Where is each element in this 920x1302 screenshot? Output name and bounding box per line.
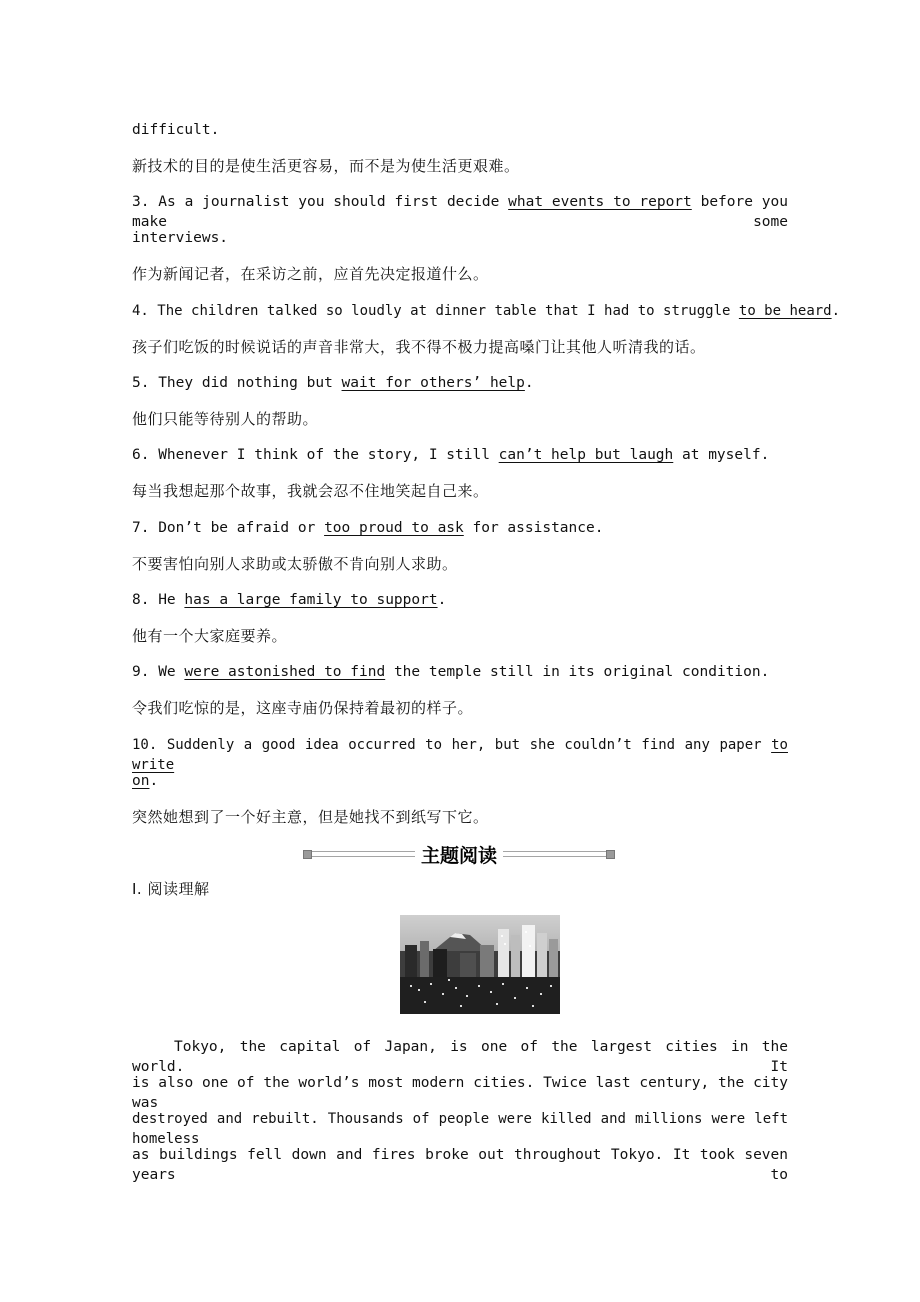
exercise-cont-line <box>132 120 788 140</box>
exercise-3-cont: interviews. <box>132 230 229 246</box>
exercise-8-translation: 他有一个大家庭要养。 <box>132 627 288 645</box>
exercise-6-sentence <box>132 445 788 465</box>
exercise-number: 4. <box>132 303 149 319</box>
exercise-text: He <box>158 592 176 608</box>
passage-line: destroyed and rebuilt. Thousands of people were killed and millions were left homeless <box>132 1111 788 1147</box>
left-divider-ornament <box>303 850 415 859</box>
section-title: 主题阅读 <box>420 844 497 867</box>
exercise-3-translation: 作为新闻记者，在采访之前，应首先决定报道什么。 <box>132 265 489 283</box>
answer-blank: to write <box>132 737 788 773</box>
exercise-10-cont <box>132 771 788 791</box>
exercise-10-translation: 突然她想到了一个好主意，但是她找不到纸写下它。 <box>132 808 489 826</box>
exercise-5-translation: 他们只能等待别人的帮助。 <box>132 410 319 428</box>
exercise-text: Whenever I think of the story, I still <box>158 447 490 463</box>
exercise-6-translation: 每当我想起那个故事，我就会忍不住地笑起自己来。 <box>132 482 489 500</box>
exercise-text: They did nothing but <box>158 375 333 391</box>
exercise-8-sentence <box>132 590 788 610</box>
answer-blank-cont: on <box>132 773 150 789</box>
answer-blank: can’t help but laugh <box>498 447 674 463</box>
answer-blank: to be heard <box>738 303 832 319</box>
exercise-text: The children talked so loudly at dinner table that I had to struggle <box>157 303 731 319</box>
exercise-number: 8. <box>132 592 150 608</box>
answer-blank: too proud to ask <box>324 520 464 536</box>
exercise-7-sentence <box>132 518 788 538</box>
exercise-text: . <box>149 773 159 789</box>
section-header <box>300 842 618 866</box>
exercise-3-sentence <box>132 192 788 232</box>
exercise-text: difficult. <box>132 122 220 138</box>
passage-line: Tokyo, the capital of Japan, is one of the largest cities in the world. It <box>132 1039 788 1075</box>
exercise-text: . <box>831 303 841 319</box>
exercise-7-translation: 不要害怕向别人求助或太骄傲不肯向别人求助。 <box>132 555 458 573</box>
exercise-number: 5. <box>132 375 150 391</box>
passage-line: as buildings fell down and fires broke out throughout Tokyo. It took seven years to <box>132 1147 788 1183</box>
exercise-9-sentence <box>132 662 788 682</box>
answer-blank: wait for others’ help <box>341 375 525 391</box>
exercise-text: As a journalist you should first decide <box>158 194 500 210</box>
exercise-text: before you make some <box>132 194 788 230</box>
exercise-number: 10. <box>132 737 158 753</box>
right-divider-ornament <box>503 850 615 859</box>
tokyo-skyline-photo <box>400 915 560 1014</box>
exercise-9-translation: 令我们吃惊的是，这座寺庙仍保持着最初的样子。 <box>132 699 474 717</box>
exercise-4-sentence <box>132 301 841 321</box>
exercise-5-sentence <box>132 373 788 393</box>
exercise-text: . <box>524 375 534 391</box>
exercise-number: 3. <box>132 194 150 210</box>
exercise-number: 6. <box>132 447 150 463</box>
answer-blank: has a large family to support <box>184 592 438 608</box>
exercise-text: . <box>437 592 447 608</box>
exercise-text: We <box>158 664 176 680</box>
exercise-text: Suddenly a good idea occurred to her, but she couldn’t find any paper <box>166 737 762 753</box>
exercise-10-sentence <box>132 735 788 775</box>
passage-line: is also one of the world’s most modern cities. Twice last century, the city was <box>132 1075 788 1111</box>
exercise-text: for assistance. <box>472 520 604 536</box>
exercise-text: Don’t be afraid or <box>158 520 316 536</box>
section-subheading: Ⅰ. 阅读理解 <box>132 880 210 898</box>
exercise-cont-translation: 新技术的目的是使生活更容易，而不是为使生活更艰难。 <box>132 157 520 175</box>
exercise-text: the temple still in its original condition. <box>393 664 770 680</box>
answer-blank: what events to report <box>508 194 692 210</box>
exercise-text: at myself. <box>682 447 770 463</box>
exercise-4-translation: 孩子们吃饭的时候说话的声音非常大，我不得不极力提高嗓门让其他人听清我的话。 <box>132 338 706 356</box>
answer-blank: were astonished to find <box>184 664 386 680</box>
exercise-number: 7. <box>132 520 150 536</box>
exercise-number: 9. <box>132 664 150 680</box>
